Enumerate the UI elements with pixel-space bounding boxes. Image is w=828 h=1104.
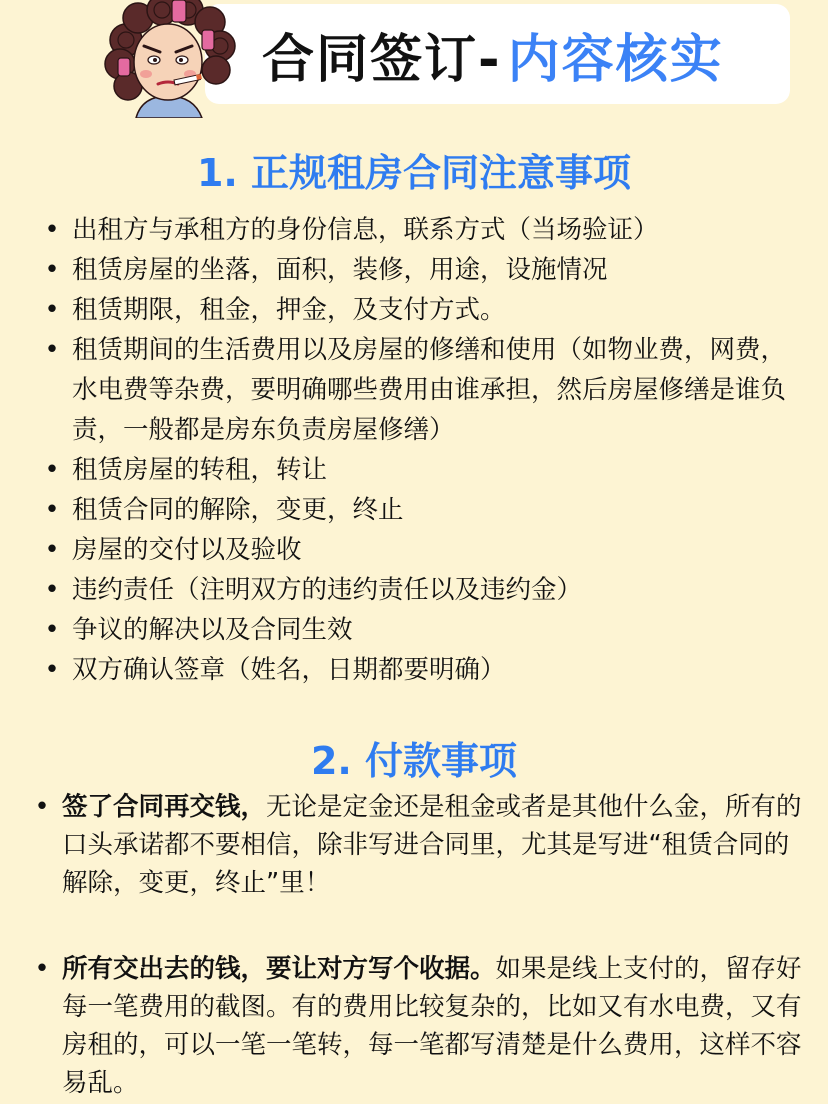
bullet-icon: • — [44, 615, 60, 645]
bullet-icon: • — [44, 335, 60, 365]
bullet-icon: • — [44, 655, 60, 685]
bullet-icon: • — [44, 295, 60, 325]
section2-list-2 — [32, 950, 807, 1102]
list-item: • 出租方与承租方的身份信息，联系方式（当场验证） — [40, 210, 810, 250]
list-item: • 房屋的交付以及验收 — [40, 530, 810, 570]
list-item: • 租赁合同的解除，变更，终止 — [40, 490, 810, 530]
bullet-icon: • — [34, 792, 50, 822]
title-accent: 内容核实 — [507, 29, 724, 90]
bullet-icon: • — [34, 954, 50, 984]
bullet-icon: • — [44, 575, 60, 605]
bullet-icon: • — [44, 215, 60, 245]
bullet-icon: • — [44, 255, 60, 285]
list-item: • 租赁房屋的转租，转让 — [40, 450, 810, 490]
list-item: • 双方确认签章（姓名，日期都要明确） — [40, 650, 810, 690]
item-text: 无论是定金还是租金或者是其他什么金，所有的口头承诺都不要相信，除非写进合同里，尤其是写进“租赁合同的解除，变更，终止”里！ — [62, 792, 802, 898]
bullet-icon: • — [44, 455, 60, 485]
list-item — [32, 950, 807, 1102]
list-item: • 争议的解决以及合同生效 — [40, 610, 810, 650]
cartoon-woman-avatar — [98, 0, 238, 118]
item-bold-lead: 所有交出去的钱，要让对方写个收据。 — [62, 954, 496, 984]
section2-heading: 2. 付款事项 — [310, 739, 518, 783]
item-text: 如果是线上支付的，留存好每一笔费用的截图。有的费用比较复杂的，比如又有水电费，又有房租的，可以一笔一笔转，每一笔都写清楚是什么费用，这样不容易乱。 — [62, 954, 802, 1098]
list-item: • 租赁房屋的坐落，面积，装修，用途，设施情况 — [40, 250, 810, 290]
page-title — [262, 14, 724, 94]
item-bold-lead: 签了合同再交钱， — [62, 792, 267, 822]
section2-list-1 — [32, 788, 807, 902]
list-item: • 违约责任（注明双方的违约责任以及违约金） — [40, 570, 810, 610]
list-item — [32, 788, 807, 902]
section1-list — [40, 210, 810, 690]
section1-heading: 1. 正规租房合同注意事项 — [196, 151, 632, 195]
bullet-icon: • — [44, 535, 60, 565]
list-item: • 租赁期限，租金，押金，及支付方式。 — [40, 290, 810, 330]
bullet-icon: • — [44, 495, 60, 525]
title-main: 合同签订- — [262, 29, 502, 90]
list-item: • 租赁期间的生活费用以及房屋的修缮和使用（如物业费，网费，水电费等杂费，要明确哪些费用由谁承担，然后房屋修缮是谁负责，一般都是房东负责房屋修缮） — [40, 330, 810, 450]
